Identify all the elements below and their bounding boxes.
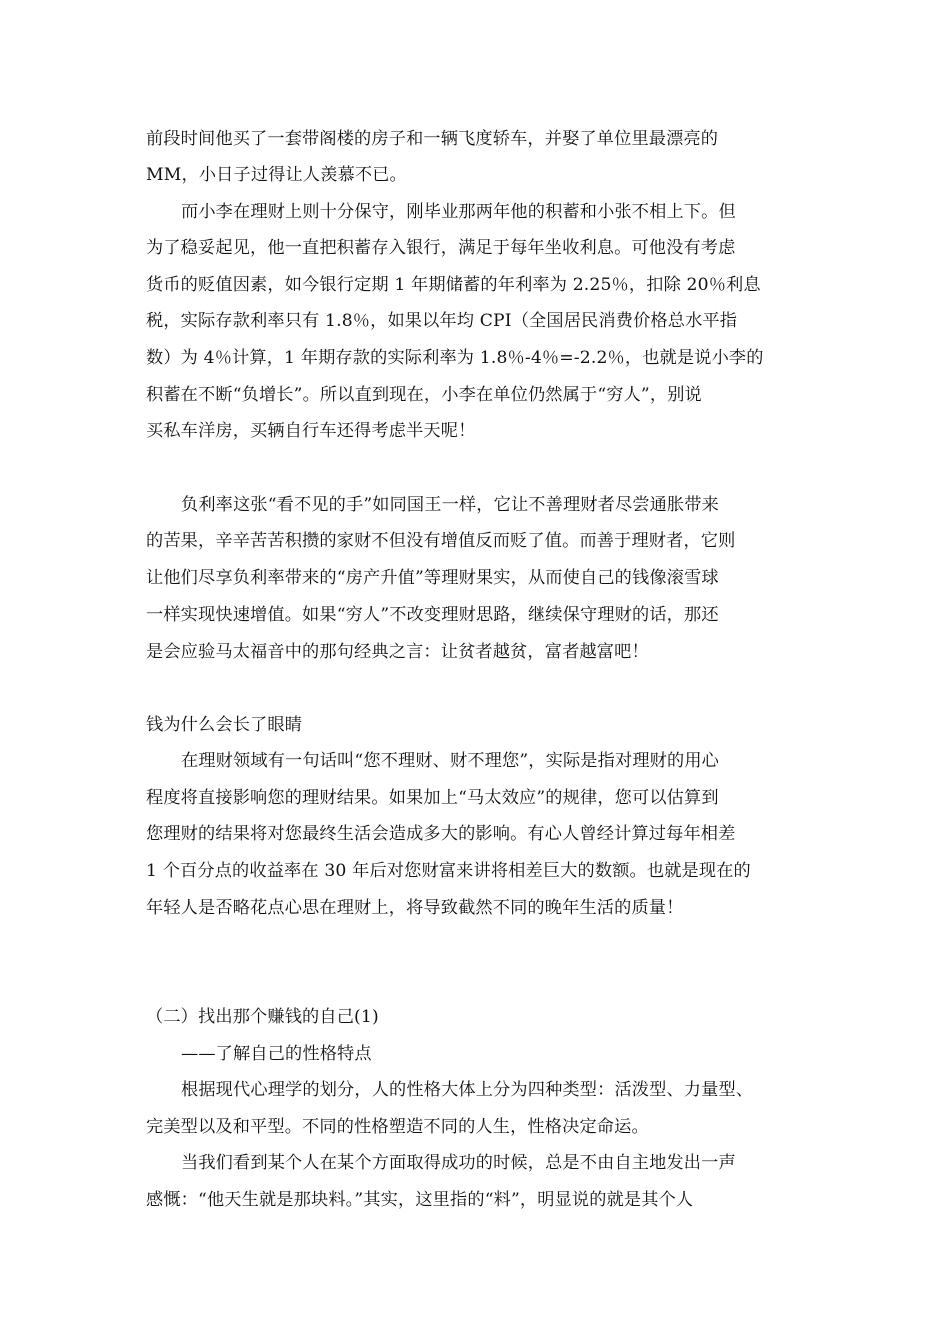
paragraph-line: 根据现代心理学的划分，人的性格大体上分为四种类型：活泼型、力量型、	[181, 1080, 754, 1100]
paragraph-line: 为了稳妥起见，他一直把积蓄存入银行，满足于每年坐收利息。可他没有考虑	[146, 238, 736, 258]
chapter-title: （二）找出那个赚钱的自己(1)	[146, 1007, 379, 1027]
paragraph-line: 是会应验马太福音中的那句经典之言：让贫者越贫，富者越富吧！	[146, 642, 649, 662]
paragraph-line: 税，实际存款利率只有 1.8％，如果以年均 CPI（全国居民消费价格总水平指	[146, 311, 738, 331]
paragraph-line: 让他们尽享负利率带来的“房产升值”等理财果实，从而使自己的钱像滚雪球	[146, 568, 719, 588]
paragraph-line: 的苦果，辛辛苦苦积攒的家财不但没有增值反而贬了值。而善于理财者，它则	[146, 531, 736, 551]
paragraph-line: 程度将直接影响您的理财结果。如果加上“马太效应”的规律，您可以估算到	[146, 788, 719, 808]
paragraph-line: 完美型以及和平型。不同的性格塑造不同的人生，性格决定命运。	[146, 1117, 649, 1137]
paragraph-line: 买私车洋房，买辆自行车还得考虑半天呢！	[146, 421, 476, 441]
paragraph-line: MM，小日子过得让人羡慕不已。	[146, 165, 407, 185]
paragraph-line: 感慨：“他天生就是那块料。”其实，这里指的“料”，明显说的就是其个人	[146, 1190, 694, 1210]
paragraph-line: 积蓄在不断“负增长”。所以直到现在，小李在单位仍然属于“穷人”，别说	[146, 385, 702, 405]
paragraph-line: 前段时间他买了一套带阁楼的房子和一辆飞度轿车，并娶了单位里最漂亮的	[146, 129, 719, 149]
paragraph-line: 货币的贬值因素，如今银行定期 1 年期储蓄的年利率为 2.25％，扣除 20％利息	[146, 275, 761, 295]
chapter-subtitle: ——了解自己的性格特点	[181, 1044, 372, 1064]
section-heading: 钱为什么会长了眼睛	[146, 715, 303, 735]
paragraph-line: 1 个百分点的收益率在 30 年后对您财富来讲将相差巨大的数额。也就是现在的	[146, 861, 751, 881]
paragraph-line: 负利率这张“看不见的手”如同国王一样，它让不善理财者尽尝通胀带来	[181, 495, 720, 515]
paragraph-line: 您理财的结果将对您最终生活会造成多大的影响。有心人曾经计算过每年相差	[146, 824, 736, 844]
paragraph-line: 数）为 4％计算，1 年期存款的实际利率为 1.8％-4％=-2.2％，也就是说小李的	[146, 348, 764, 368]
paragraph-line: 一样实现快速增值。如果“穷人”不改变理财思路，继续保守理财的话，那还	[146, 605, 719, 625]
paragraph-line: 在理财领域有一句话叫“您不理财、财不理您”，实际是指对理财的用心	[181, 751, 720, 771]
paragraph-line: 而小李在理财上则十分保守，刚毕业那两年他的积蓄和小张不相上下。但	[181, 202, 736, 222]
paragraph-line: 年轻人是否略花点心思在理财上，将导致截然不同的晚年生活的质量！	[146, 898, 684, 918]
paragraph-line: 当我们看到某个人在某个方面取得成功的时候，总是不由自主地发出一声	[181, 1153, 736, 1173]
